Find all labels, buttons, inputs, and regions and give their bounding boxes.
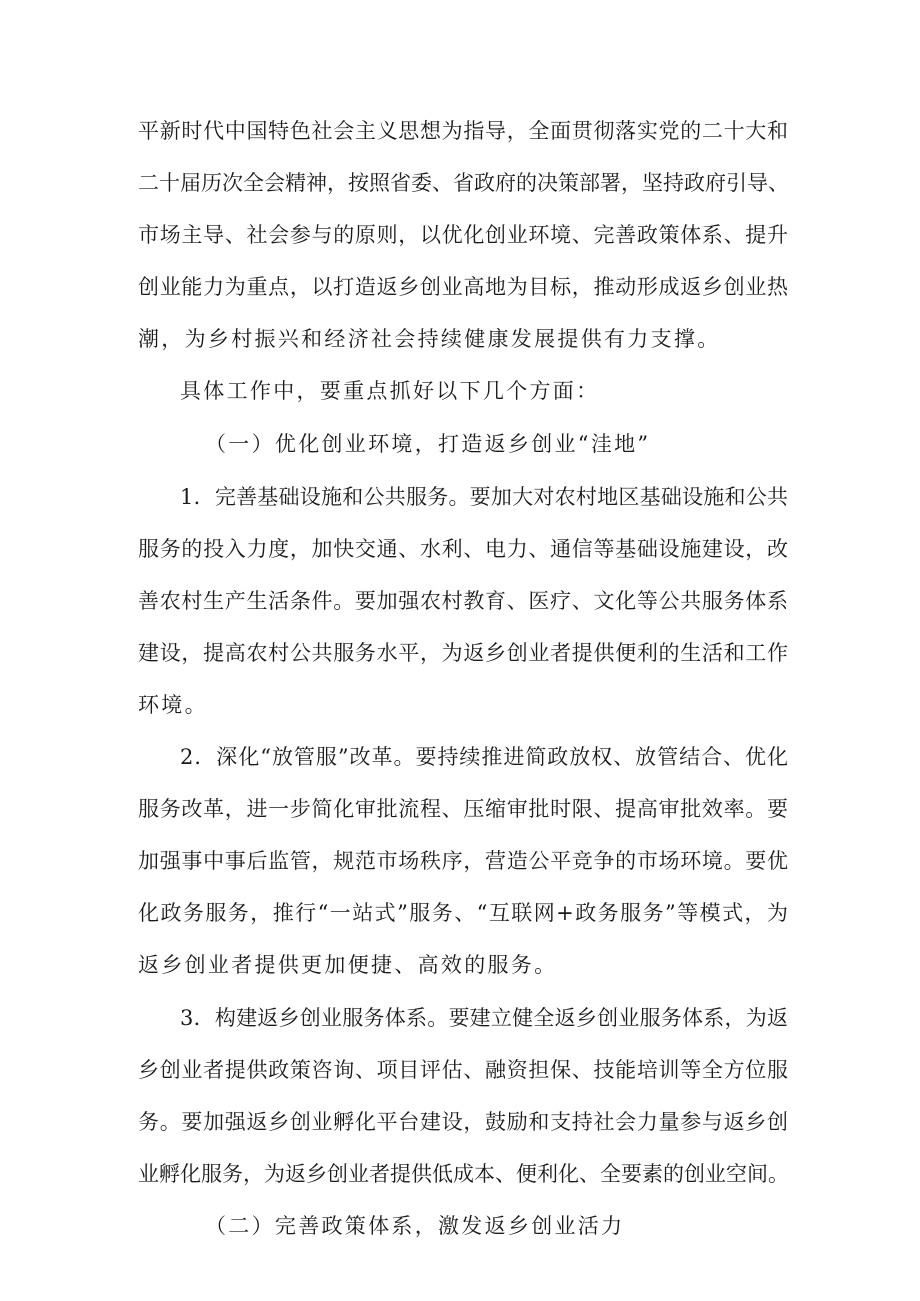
section-heading: （一）优化创业环境，打造返乡创业“洼地” [205,432,651,456]
text-line: 2．深化“放管服”改革。要持续推进简政放权、放管结合、优化 [180,745,788,769]
text-line: 3．构建返乡创业服务体系。要建立健全返乡创业服务体系，为返 [180,1006,788,1030]
text-line: 善农村生产生活条件。要加强农村教育、医疗、文化等公共服务体系 [138,589,788,613]
text-line: 化政务服务，推行“一站式”服务、“互联网+政务服务”等模式，为 [138,901,788,925]
text-line: 市场主导、社会参与的原则，以优化创业环境、完善政策体系、提升 [138,223,788,247]
text-line: 二十届历次全会精神，按照省委、省政府的决策部署，坚持政府引导、 [138,171,789,195]
text-line: 服务的投入力度，加快交通、水利、电力、通信等基础设施建设，改 [138,537,788,561]
text-line: 创业能力为重点，以打造返乡创业高地为目标，推动形成返乡创业热 [138,275,788,299]
text-line: 具体工作中，要重点抓好以下几个方面： [180,379,600,403]
text-line: 业孵化服务，为返乡创业者提供低成本、便利化、全要素的创业空间。 [138,1162,789,1186]
text-line: 务。要加强返乡创业孵化平台建设，鼓励和支持社会力量参与返乡创 [138,1110,788,1134]
text-line: 乡创业者提供政策咨询、项目评估、融资担保、技能培训等全方位服 [138,1058,788,1082]
text-line: 潮，为乡村振兴和经济社会持续健康发展提供有力支撑。 [138,327,721,351]
text-line: 返乡创业者提供更加便捷、高效的服务。 [138,953,558,977]
text-line: 服务改革，进一步简化审批流程、压缩审批时限、提高审批效率。要 [138,797,788,821]
text-line: 平新时代中国特色社会主义思想为指导，全面贯彻落实党的二十大和 [138,119,788,143]
text-line: 建设，提高农村公共服务水平，为返乡创业者提供便利的生活和工作 [138,641,788,665]
text-line: 环境。 [138,693,208,717]
text-line: 1．完善基础设施和公共服务。要加大对农村地区基础设施和公共 [180,485,788,509]
section-heading: （二）完善政策体系，激发返乡创业活力 [205,1214,625,1238]
text-line: 加强事中事后监管，规范市场秩序，营造公平竞争的市场环境。要优 [138,849,788,873]
